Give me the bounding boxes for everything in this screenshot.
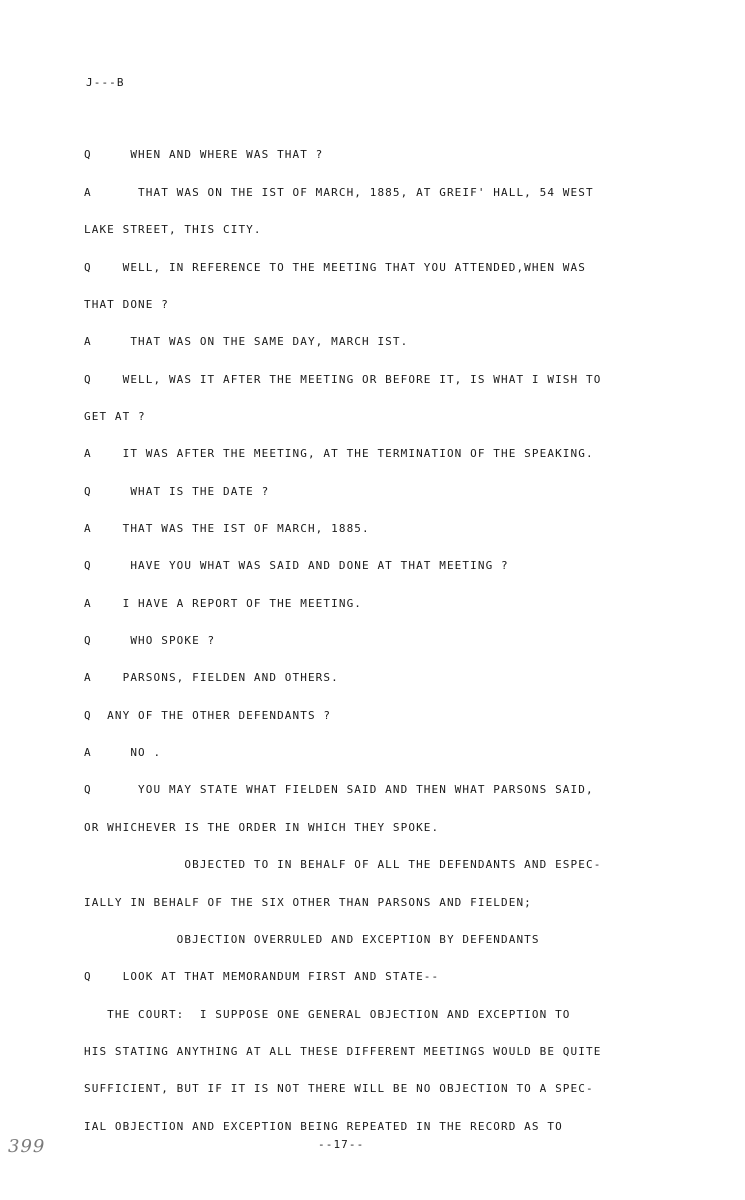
transcript-line: Q WHAT IS THE DATE ? xyxy=(84,485,270,498)
handwritten-page-number: 399 xyxy=(8,1136,46,1157)
transcript-line: IAL OBJECTION AND EXCEPTION BEING REPEATED IN THE RECORD AS TO xyxy=(84,1120,563,1133)
header-code: J---B xyxy=(86,76,125,89)
page-number: --17-- xyxy=(318,1138,365,1151)
transcript-line: OBJECTION OVERRULED AND EXCEPTION BY DEFENDANTS xyxy=(84,933,540,946)
transcript-line: A THAT WAS ON THE SAME DAY, MARCH IST. xyxy=(84,335,409,348)
transcript-line: Q WHO SPOKE ? xyxy=(84,634,216,647)
transcript-line: Q YOU MAY STATE WHAT FIELDEN SAID AND THEN WHAT PARSONS SAID, xyxy=(84,783,594,796)
transcript-line: HIS STATING ANYTHING AT ALL THESE DIFFERENT MEETINGS WOULD BE QUITE xyxy=(84,1045,602,1058)
transcript-line: A IT WAS AFTER THE MEETING, AT THE TERMINATION OF THE SPEAKING. xyxy=(84,447,594,460)
transcript-line: Q LOOK AT THAT MEMORANDUM FIRST AND STATE-- xyxy=(84,970,440,983)
transcript-line: A I HAVE A REPORT OF THE MEETING. xyxy=(84,597,363,610)
transcript-line: Q ANY OF THE OTHER DEFENDANTS ? xyxy=(84,709,332,722)
transcript-line: THAT DONE ? xyxy=(84,298,169,311)
transcript-line: Q WELL, IN REFERENCE TO THE MEETING THAT YOU ATTENDED,WHEN WAS xyxy=(84,261,586,274)
transcript-line: SUFFICIENT, BUT IF IT IS NOT THERE WILL BE NO OBJECTION TO A SPEC- xyxy=(84,1082,594,1095)
transcript-line: Q HAVE YOU WHAT WAS SAID AND DONE AT THAT MEETING ? xyxy=(84,559,509,572)
transcript-line: A NO . xyxy=(84,746,162,759)
transcript-line: A THAT WAS THE IST OF MARCH, 1885. xyxy=(84,522,370,535)
transcript-line: GET AT ? xyxy=(84,410,146,423)
transcript-line: OBJECTED TO IN BEHALF OF ALL THE DEFENDANTS AND ESPEC- xyxy=(84,858,602,871)
transcript-line: A PARSONS, FIELDEN AND OTHERS. xyxy=(84,671,339,684)
transcript-line: LAKE STREET, THIS CITY. xyxy=(84,223,262,236)
transcript-line: Q WHEN AND WHERE WAS THAT ? xyxy=(84,148,324,161)
transcript-line: THE COURT: I SUPPOSE ONE GENERAL OBJECTION AND EXCEPTION TO xyxy=(84,1008,571,1021)
transcript-line: IALLY IN BEHALF OF THE SIX OTHER THAN PARSONS AND FIELDEN; xyxy=(84,896,532,909)
transcript-line: A THAT WAS ON THE IST OF MARCH, 1885, AT GREIF' HALL, 54 WEST xyxy=(84,186,594,199)
transcript-line: Q WELL, WAS IT AFTER THE MEETING OR BEFORE IT, IS WHAT I WISH TO xyxy=(84,373,602,386)
transcript-line: OR WHICHEVER IS THE ORDER IN WHICH THEY SPOKE. xyxy=(84,821,440,834)
